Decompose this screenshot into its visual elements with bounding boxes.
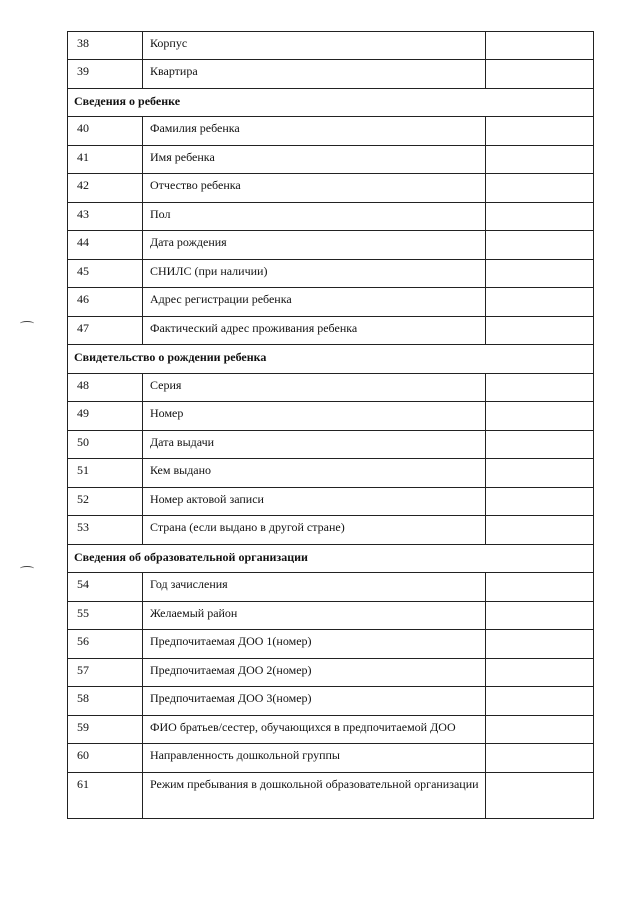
table-row [67,31,594,60]
table-row [67,659,594,687]
row-label: Номер [143,402,486,430]
table-row [67,288,594,317]
row-number: 46 [68,288,143,316]
table-row [67,773,594,819]
row-label: Предпочитаемая ДОО 2(номер) [143,659,486,686]
table-row [67,488,594,516]
row-number: 58 [68,687,143,715]
row-label: Фамилия ребенка [143,117,486,145]
row-number: 59 [68,716,143,743]
row-number: 53 [68,516,143,544]
section-heading-organization: Сведения об образовательной организации [67,545,594,573]
row-number: 56 [68,630,143,658]
row-label: Дата рождения [143,231,486,259]
row-label: Корпус [143,32,486,59]
row-number: 55 [68,602,143,629]
table-row [67,231,594,260]
row-label: Серия [143,374,486,401]
row-value-cell[interactable] [486,431,593,458]
scan-artifact-mark [20,566,34,571]
row-value-cell[interactable] [486,716,593,743]
row-value-cell[interactable] [486,773,593,818]
row-value-cell[interactable] [486,203,593,230]
table-row [67,744,594,773]
row-label: Кем выдано [143,459,486,487]
table-row [67,516,594,545]
row-value-cell[interactable] [486,60,593,88]
row-value-cell[interactable] [486,602,593,629]
row-label: Квартира [143,60,486,88]
row-number: 47 [68,317,143,344]
row-value-cell[interactable] [486,488,593,515]
row-label: Адрес регистрации ребенка [143,288,486,316]
row-label: ФИО братьев/сестер, обучающихся в предпочитаемой ДОО [143,716,486,743]
row-number: 44 [68,231,143,259]
row-label: Режим пребывания в дошкольной образовательной организации [143,773,486,818]
table-row [67,174,594,203]
row-number: 48 [68,374,143,401]
table-row [67,459,594,488]
row-number: 61 [68,773,143,818]
row-label: Пол [143,203,486,230]
row-number: 39 [68,60,143,88]
application-form-table [67,31,594,819]
row-value-cell[interactable] [486,374,593,401]
row-number: 60 [68,744,143,772]
table-row [67,602,594,630]
row-value-cell[interactable] [486,117,593,145]
row-number: 50 [68,431,143,458]
table-row [67,117,594,146]
row-number: 40 [68,117,143,145]
table-row [67,630,594,659]
row-value-cell[interactable] [486,744,593,772]
table-row [67,573,594,602]
row-value-cell[interactable] [486,317,593,344]
row-label: Предпочитаемая ДОО 1(номер) [143,630,486,658]
row-label: Номер актовой записи [143,488,486,515]
table-row [67,60,594,89]
row-value-cell[interactable] [486,174,593,202]
row-value-cell[interactable] [486,687,593,715]
row-number: 38 [68,32,143,59]
row-number: 52 [68,488,143,515]
row-value-cell[interactable] [486,260,593,287]
section-heading-birth-certificate: Свидетельство о рождении ребенка [67,345,594,374]
row-label: Желаемый район [143,602,486,629]
row-value-cell[interactable] [486,288,593,316]
row-number: 49 [68,402,143,430]
row-label: Направленность дошкольной группы [143,744,486,772]
row-value-cell[interactable] [486,459,593,487]
row-number: 43 [68,203,143,230]
row-number: 45 [68,260,143,287]
row-label: Фактический адрес проживания ребенка [143,317,486,344]
table-row [67,431,594,459]
row-number: 54 [68,573,143,601]
row-label: Предпочитаемая ДОО 3(номер) [143,687,486,715]
row-label: Дата выдачи [143,431,486,458]
row-value-cell[interactable] [486,231,593,259]
row-number: 57 [68,659,143,686]
row-label: СНИЛС (при наличии) [143,260,486,287]
row-value-cell[interactable] [486,630,593,658]
row-label: Имя ребенка [143,146,486,173]
row-label: Год зачисления [143,573,486,601]
row-value-cell[interactable] [486,32,593,59]
section-heading-child: Сведения о ребенке [67,89,594,117]
scan-artifact-mark [20,321,34,326]
row-number: 51 [68,459,143,487]
row-number: 41 [68,146,143,173]
table-row [67,260,594,288]
row-label: Отчество ребенка [143,174,486,202]
row-value-cell[interactable] [486,146,593,173]
table-row [67,374,594,402]
row-value-cell[interactable] [486,402,593,430]
table-row [67,402,594,431]
row-number: 42 [68,174,143,202]
table-row [67,687,594,716]
row-value-cell[interactable] [486,659,593,686]
table-row [67,317,594,345]
table-row [67,203,594,231]
table-row [67,146,594,174]
row-value-cell[interactable] [486,516,593,544]
row-value-cell[interactable] [486,573,593,601]
row-label: Страна (если выдано в другой стране) [143,516,486,544]
table-row [67,716,594,744]
